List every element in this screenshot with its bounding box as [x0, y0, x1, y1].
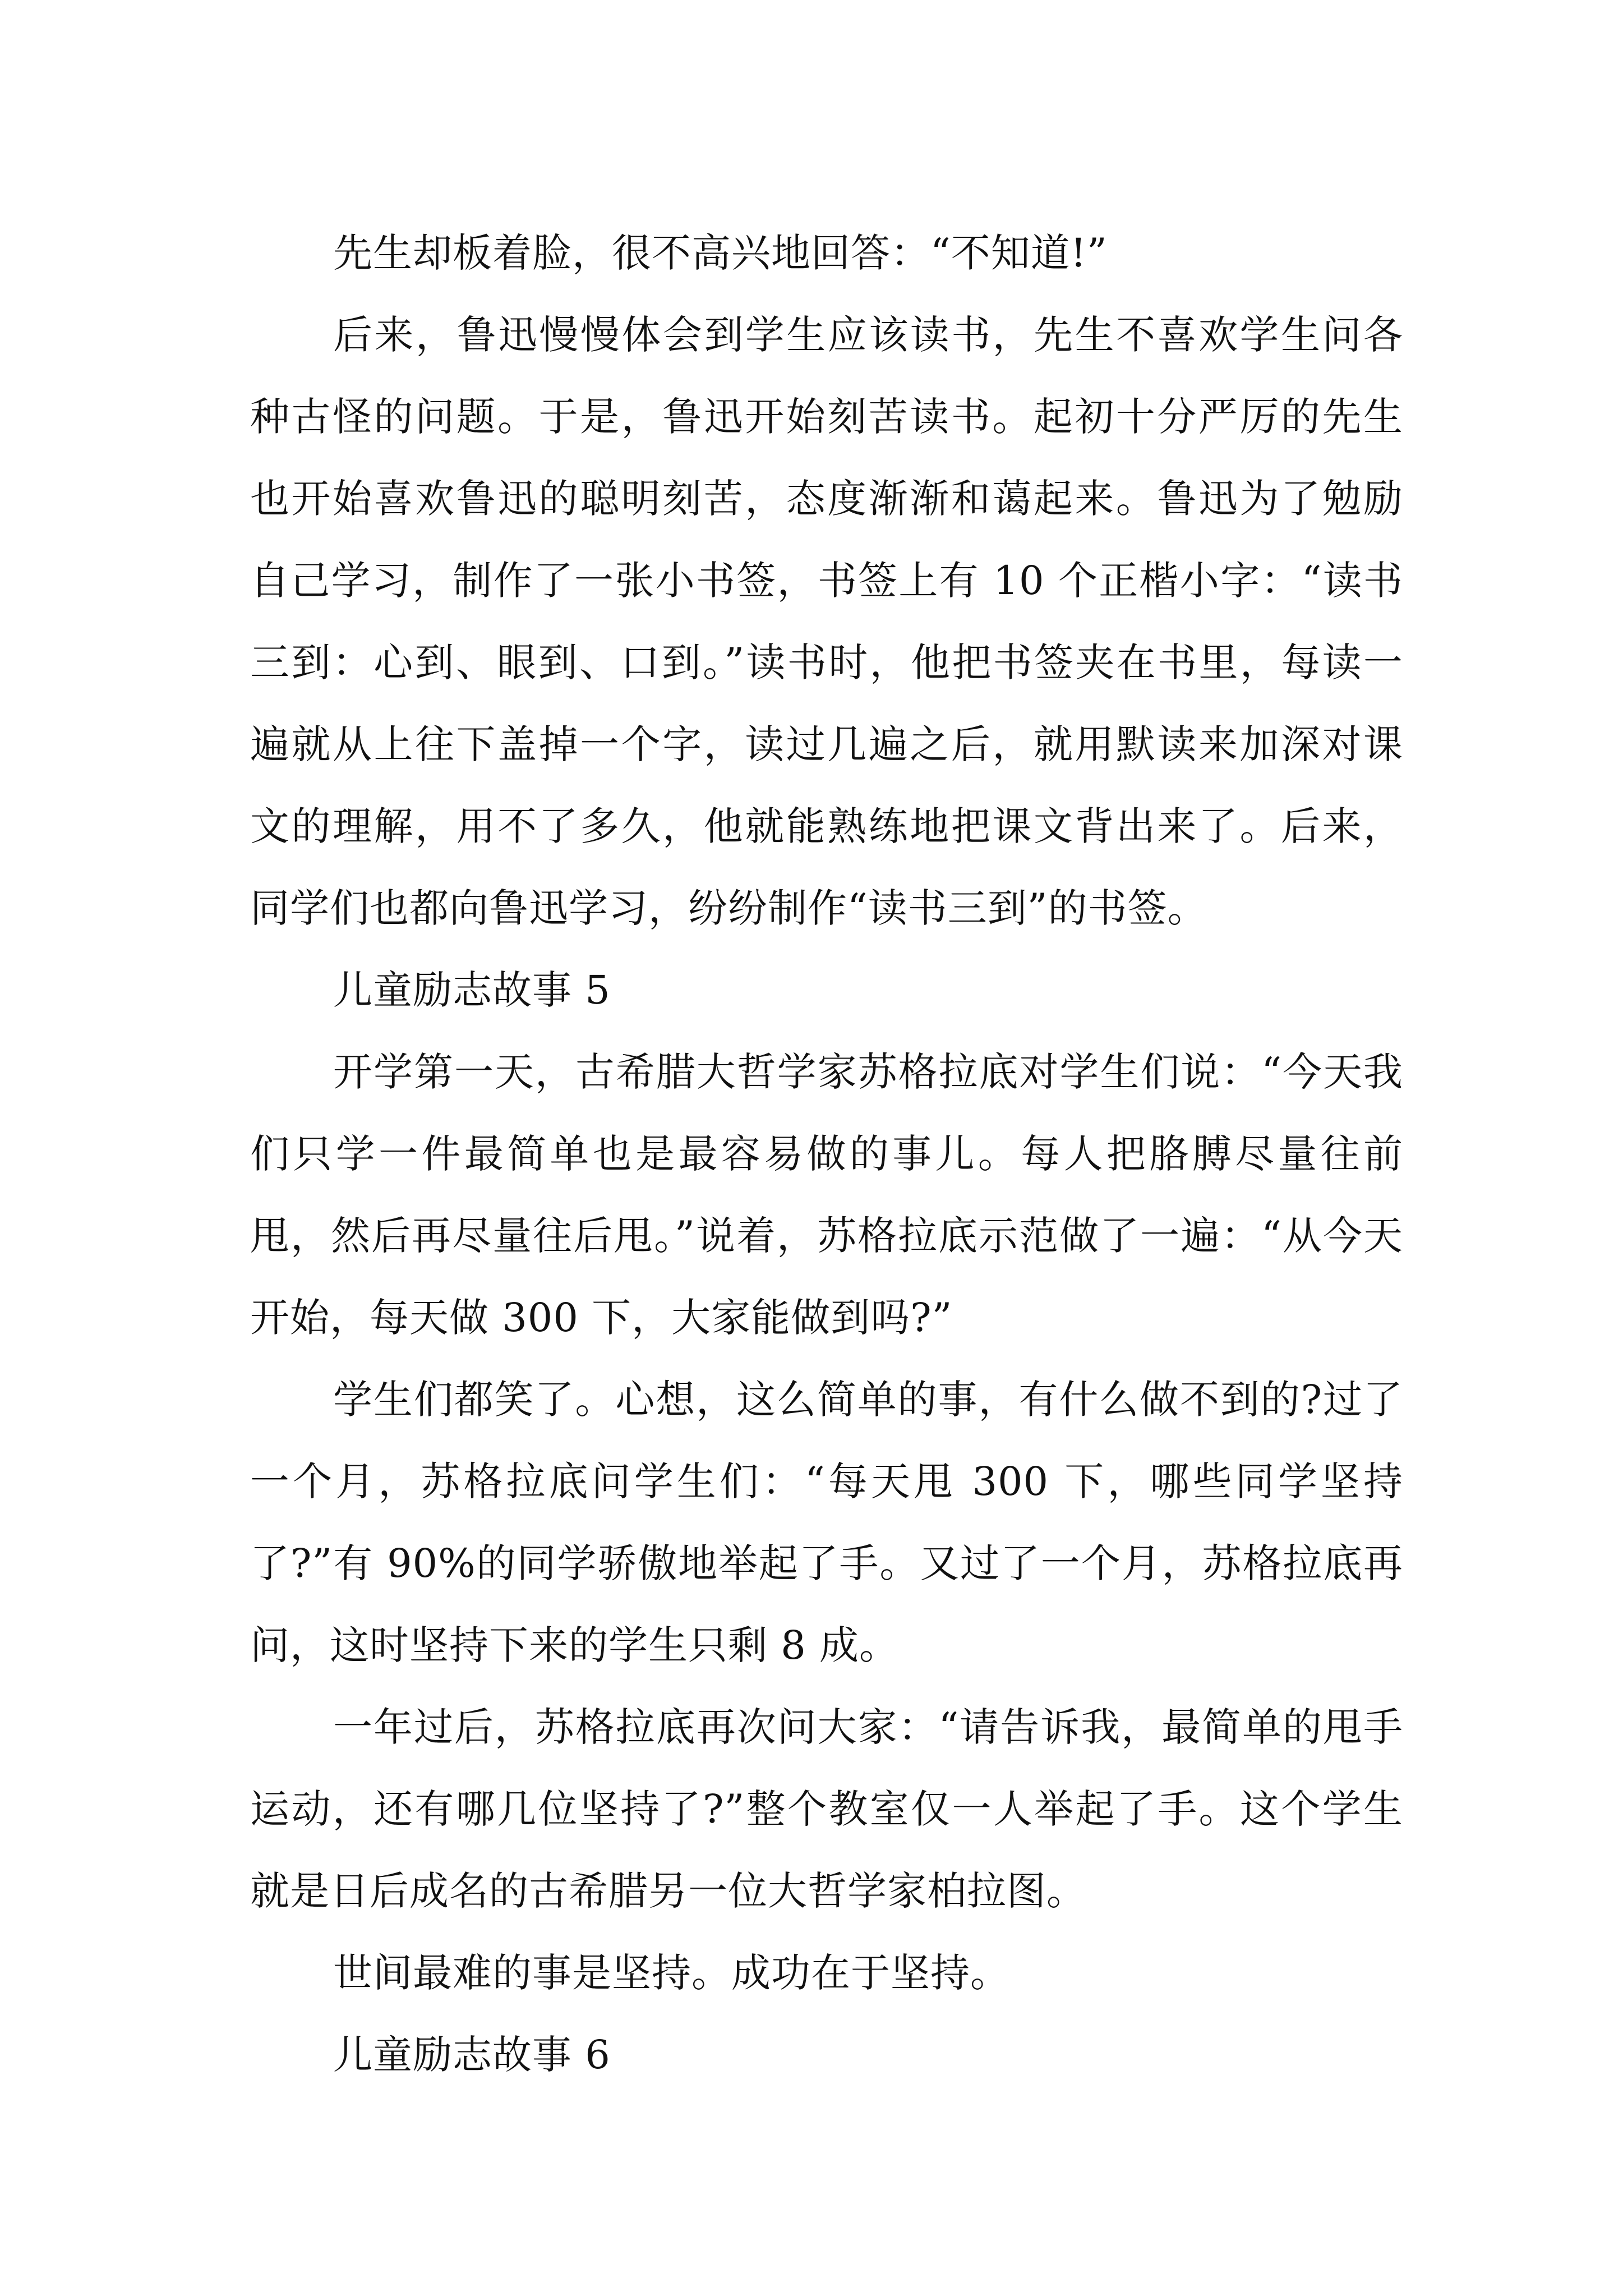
story-heading-5: 儿童励志故事 5 — [333, 967, 611, 1013]
paragraph-one-year-later: 一年过后，苏格拉底再次问大家：“请告诉我，最简单的甩手运动，还有哪几位坚持了?”整个教室仅一人举起了手。这个学生就是日后成名的古希腊另一位大哲学家柏拉图。 — [250, 1704, 1403, 1914]
paragraph-socrates-first-day: 开学第一天，古希腊大哲学家苏格拉底对学生们说：“今天我们只学一件最简单也是最容易做的事儿。每人把胳膊尽量往前甩，然后再尽量往后甩。”说着，苏格拉底示范做了一遍：“从今天开始，每天做 300 下，大家能做到吗?” — [250, 1049, 1403, 1341]
story-heading-6: 儿童励志故事 6 — [333, 2032, 611, 2078]
paragraph-teacher-answer: 先生却板着脸，很不高兴地回答：“不知道!” — [333, 230, 1108, 276]
paragraph-persistence: 世间最难的事是坚持。成功在于坚持。 — [333, 1950, 1010, 1996]
paragraph-luxun-bookmark: 后来，鲁迅慢慢体会到学生应该读书，先生不喜欢学生问各种古怪的问题。于是，鲁迅开始刻苦读书。起初十分严厉的先生也开始喜欢鲁迅的聪明刻苦，态度渐渐和蔼起来。鲁迅为了勉励自己学习，制作了一张小书签，书签上有 10 个正楷小字：“读书三到：心到、眼到、口到。”读书时，他把书签夹在书里，每读一遍就从上往下盖掉一个字，读过几遍之后，就用默读来加深对课文的理解，用不了多久，他就能熟练地把课文背出来了。后来，同学们也都向鲁迅学习，纷纷制作“读书三到”的书签。 — [250, 312, 1403, 931]
document-body — [250, 212, 1403, 2096]
paragraph-students-laugh: 学生们都笑了。心想，这么简单的事，有什么做不到的?过了一个月，苏格拉底问学生们：“每天甩 300 下，哪些同学坚持了?”有 90%的同学骄傲地举起了手。又过了一个月，苏格拉底再问，这时坚持下来的学生只剩 8 成。 — [250, 1377, 1403, 1668]
